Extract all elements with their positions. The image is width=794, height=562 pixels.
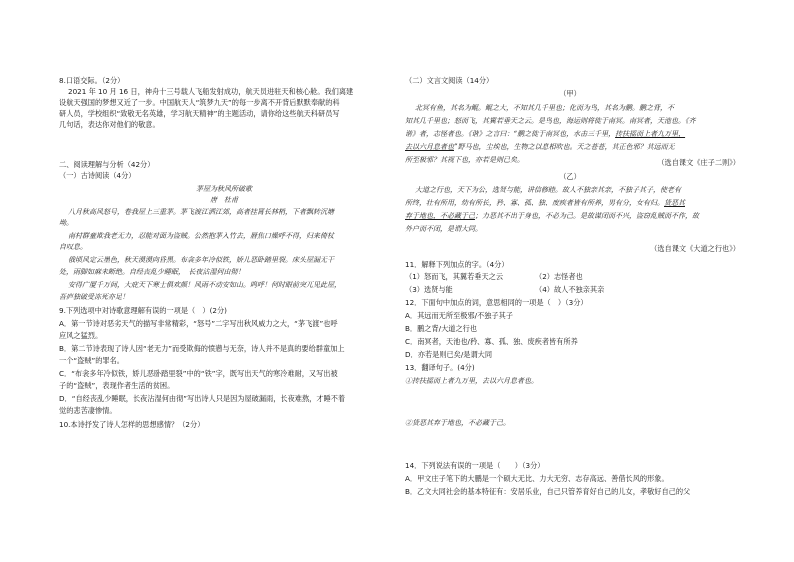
passage-yi-label: （乙） [559,172,581,181]
passage-text: ；力恶其不出于身也，不必为己。是故谋闭而不兴，盗窃乱贼而不作，故 [475,212,699,220]
passage-yi-line [405,198,685,208]
q8-body-line: 2021 年 10 月 16 日，神舟十三号载人飞船发射成功，航天员进驻天和核心舱。我们离建 [68,87,354,96]
passage-text: 谐》者，志怪者也。《谐》之言曰：“鹏之徙于南冥也，水击三千里， [405,130,616,138]
q8-body-line: 几句话，表达你对他们的敬意。 [59,120,160,129]
q10-stem: 10.本诗抒发了诗人怎样的思想感情？（2分） [59,420,205,429]
poem-line: 自叹息。 [59,243,87,251]
q9-option: 子的“盗贼”，表现作者生活的贫困。 [59,381,175,390]
underlined-sentence: 抟扶摇而上者九万里， [615,130,686,138]
q12-option: A．其远而无所至极邪/不独子其子 [405,311,513,320]
underlined-sentence: 货恶其 [664,199,685,207]
passage-jia-line [405,142,675,152]
poem-line: 处，雨脚如麻未断绝。自经丧乱少睡眠， 长夜沾湿何由彻！ [59,268,245,276]
q13-sentence-1: ①抟扶摇而上者九万里，去以六月息者也。 [405,377,538,385]
poem-line: 南村群童欺我老无力，忍能对面为盗贼。公然抱茅入竹去，唇焦口燥呼不得，归来倚杖 [68,232,334,240]
section-2-1-heading: （一）古诗阅读（4分） [59,171,136,180]
underlined-sentence: 弃于地也，不必藏于己 [405,212,475,220]
q11-item: （4）故人不独亲其亲 [535,285,605,294]
passage-yi-line: 外户而不闭，是谓大同。 [405,225,482,233]
passage-yi-source: （选自课文《大道之行也》） [650,244,740,253]
q13-sentence-2: ②货恶其弃于地也，不必藏于己。 [405,419,510,427]
passage-text: 所终，壮有所用，幼有所长，矜、寡、孤、独、废疾者皆有所养，男有分，女有归。 [405,199,664,207]
poem-line: 俄顷风定云墨色，秋天漠漠向昏黑。布衾多年冷似铁，娇儿恶卧踏里裂。床头屋漏无干 [68,256,334,264]
poem-line: 吾庐独破受冻死亦足！ [59,293,129,301]
q11-stem: 11．解释下列加点的字。（4分） [405,260,509,269]
q9-option: 一个“盗贼”的罪名。 [59,356,124,365]
passage-jia-line [405,129,685,139]
passage-yi-line: 大道之行也，天下为公，选贤与能，讲信修睦。故人不独亲其亲，不独子其子，使老有 [415,186,681,194]
q9-option: B．第二节诗表现了诗人因“老无力”而受欺侮的愤懑与无奈，诗人并不是真的要给群童加上 [59,344,345,353]
passage-yi-line [405,211,699,221]
underlined-sentence: 去以六月息者也 [405,143,454,151]
q12-stem: 12．下面句中加点的词，意思相同的一项是（ ）（3分） [405,298,588,307]
q9-option: 应风之猛烈。 [59,331,103,340]
poem-line: 八月秋高风怒号，卷我屋上三重茅。茅飞渡江洒江郊，高者挂罥长林梢，下者飘转沉塘 [68,208,334,216]
q14-option: B．乙文大同社会的基本特征有：安居乐业，自己只管养育好自己的儿女，孝敬好自己的父 [405,487,691,496]
poem-line: 安得广厦千万间，大庇天下寒士俱欢颜！风雨不动安如山。呜呼！何时眼前突兀见此屋， [68,281,341,289]
q11-item: （2）志怪者也 [535,272,583,281]
q13-stem: 13．翻译句子。(4分) [405,363,475,372]
q9-option: A．第一节诗对恶劣天气的描写非常精彩，“怒号”二字写出秋风威力之大，“茅飞渡”也呼 [59,319,338,328]
q11-item: （3）选贤与能 [405,285,453,294]
poem-title: 茅屋为秋风所破歌 [196,185,252,193]
q9-option: D．“自经丧乱少睡眠，长夜沾湿何由彻”写出诗人只是因为屋破漏雨，长夜难熬，才睡不着 [59,394,346,403]
section-2-heading: 二、阅读理解与分析（42分） [59,160,155,169]
q11-item: （1）怒而飞，其翼若垂天之云 [405,272,504,281]
q14-option: A．甲文庄子笔下的大鹏是一个硕大无比、力大无穷、志存高远、善借长风的形象。 [405,474,669,483]
q8-body-line: 研人员，学校组织“致敬无名英雄，学习航天精神”的主题活动，请你给这些航天科研员写 [59,109,340,118]
q12-option: C．南冥者，天池也/矜、寡、孤、独、废疾者皆有所养 [405,337,578,346]
passage-jia-line: 所至极邪？其视下也，亦若是则已矣。 [405,156,524,164]
q12-option: D．亦若是则已矣/是谓大同 [405,350,493,359]
poem-line: 坳。 [59,219,73,227]
passage-jia-line: 知其几千里也；怒而飞，其翼若垂天之云。是鸟也，海运则将徙于南冥。南冥者，天池也。《齐 [405,117,696,125]
passage-jia-source: （选自课文《庄子二则》） [657,158,740,167]
q8-body-line: 设航天强国的梦想又近了一步。中国航天人“筑梦九天”的每一步离不开背后默默奉献的科 [59,98,340,107]
poem-author: 唐 杜甫 [210,196,238,204]
q8-title: 8.口语交际。（2分） [59,76,125,85]
q14-stem: 14．下列说法有误的一项是（ ）（3分） [405,461,545,470]
passage-jia-label: （甲） [559,89,581,98]
passage-jia-line: 北冥有鱼，其名为鲲。鲲之大，不知其几千里也；化而为鸟，其名为鹏。鹏之背，不 [415,104,674,112]
passage-text: ”野马也，尘埃也，生物之以息相吹也。天之苍苍，其正色邪？其远而无 [454,143,675,151]
q9-stem: 9.下列选项中对诗歌意理解有误的一项是（ ）(2分) [59,306,227,315]
q12-option: B．鹏之背/大道之行也 [405,324,478,333]
q9-option: 觉的悲苦凄惨情。 [59,406,117,415]
q9-option: C．“布衾多年冷似铁，娇儿恶卧踏里裂”中的“铁”字，既写出天气的寒冷难耐，又写出被 [59,369,338,378]
section-2-2-heading: （二）文言文阅读（14分） [405,76,494,85]
